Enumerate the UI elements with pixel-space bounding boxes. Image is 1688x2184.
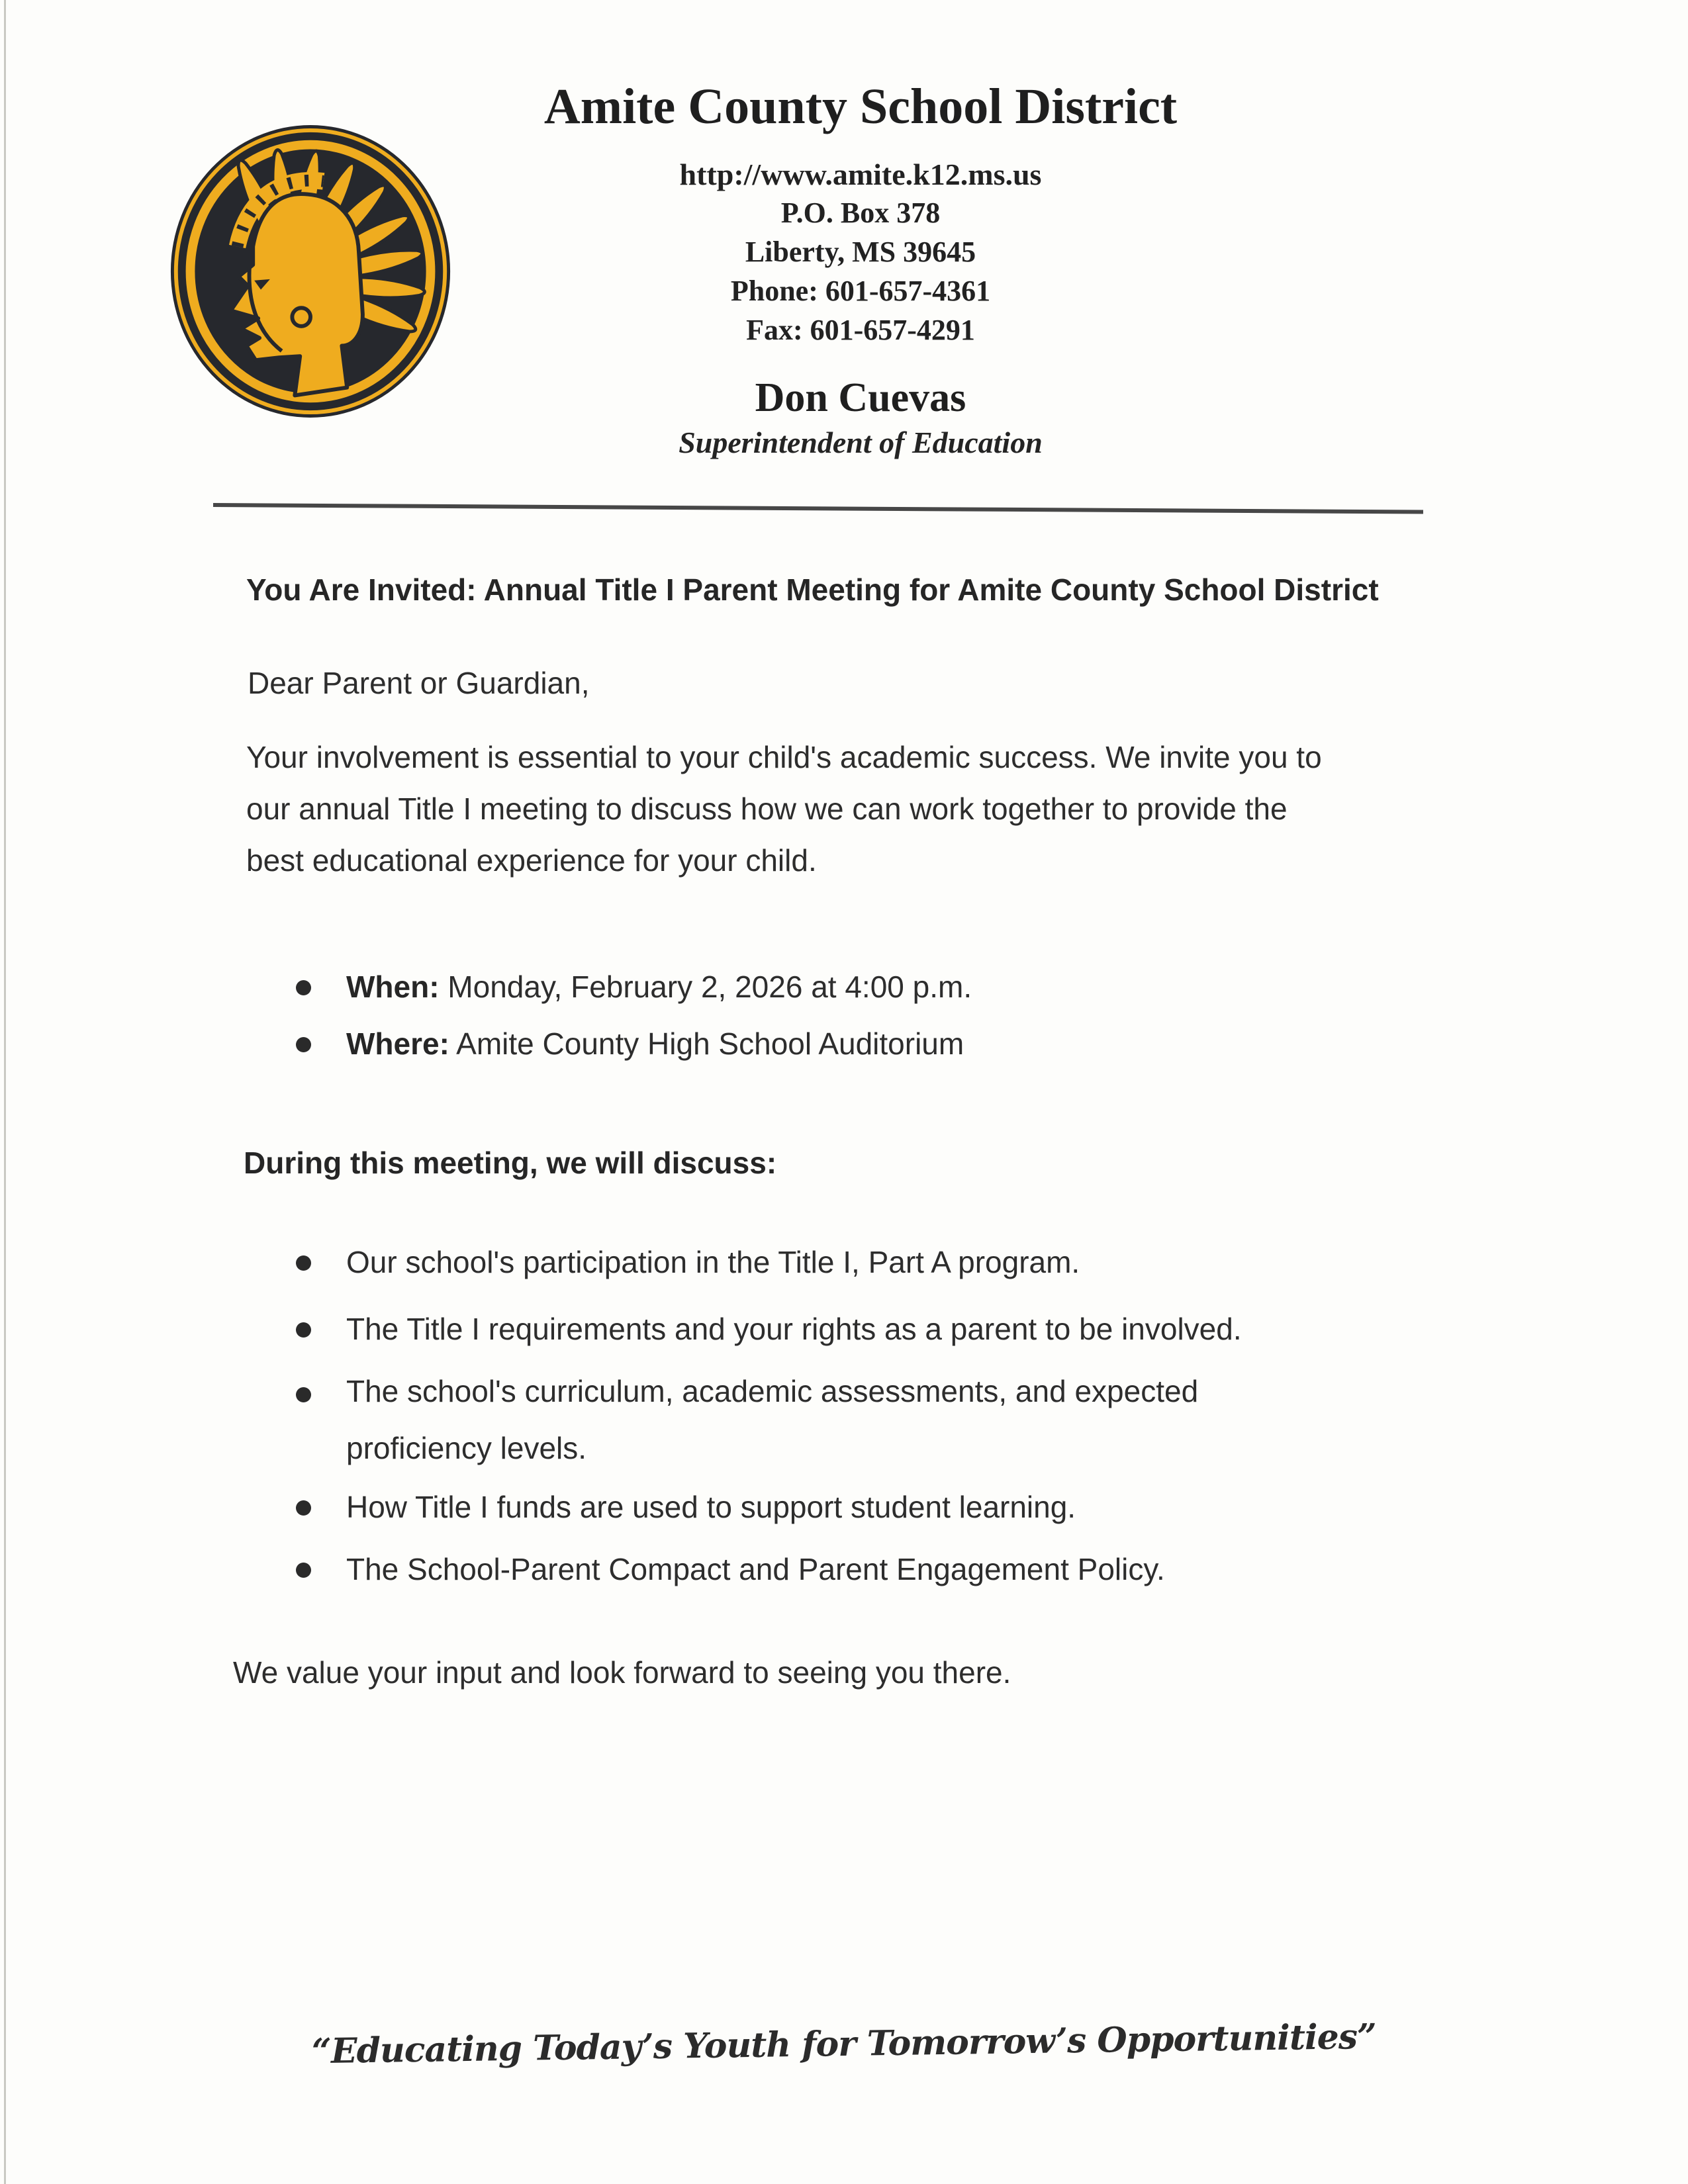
district-website: http://www.amite.k12.ms.us	[679, 158, 1042, 191]
discussion-heading: During this meeting, we will discuss:	[244, 1146, 777, 1180]
when-text: Monday, February 2, 2026 at 4:00 p.m.	[439, 970, 972, 1004]
where-label: Where:	[346, 1026, 449, 1061]
discussion-line: How Title I funds are used to support student learning.	[346, 1490, 1076, 1524]
bullet-icon	[296, 1322, 311, 1338]
bullet-icon	[296, 1037, 311, 1052]
where-text: Amite County High School Auditorium	[449, 1026, 964, 1061]
intro-line-3: best educational experience for your child.	[246, 843, 817, 878]
superintendent-title: Superintendent of Education	[679, 426, 1043, 459]
superintendent-name: Don Cuevas	[755, 375, 966, 420]
discussion-line: The Title I requirements and your rights as a parent to be involved.	[346, 1312, 1242, 1346]
discussion-line: Our school's participation in the Title I, Part A program.	[346, 1245, 1080, 1279]
district-name: Amite County School District	[543, 79, 1178, 134]
discussion-line: The school's curriculum, academic assessments, and expected	[346, 1374, 1199, 1408]
intro-line-2: our annual Title I meeting to discuss how we can work together to provide the	[246, 792, 1288, 826]
district-phone: Phone: 601-657-4361	[730, 275, 991, 307]
discussion-line: proficiency levels.	[346, 1431, 587, 1465]
district-po-box: P.O. Box 378	[780, 197, 941, 229]
closing-line: We value your input and look forward to seeing you there.	[233, 1655, 1011, 1690]
bullet-icon	[296, 1255, 311, 1271]
discussion-line: The School-Parent Compact and Parent Engagement Policy.	[346, 1552, 1165, 1586]
district-fax: Fax: 601-657-4291	[746, 314, 975, 346]
bullet-icon	[296, 980, 311, 995]
scan-edge-line	[4, 0, 6, 2184]
bullet-icon	[296, 1500, 311, 1516]
when-label: When:	[346, 970, 440, 1004]
intro-paragraph	[246, 731, 1451, 886]
bullet-icon	[296, 1563, 311, 1578]
bullet-icon	[296, 1387, 311, 1402]
district-city-state-zip: Liberty, MS 39645	[745, 236, 976, 268]
header-divider	[213, 503, 1423, 514]
salutation: Dear Parent or Guardian,	[248, 666, 590, 700]
intro-line-1: Your involvement is essential to your child's academic success. We invite you to	[246, 740, 1322, 774]
district-motto: “Educating Today’s Youth for Tomorrow’s Opportunities”	[311, 2016, 1377, 2072]
subject-line: You Are Invited: Annual Title I Parent Meeting for Amite County School District	[246, 572, 1379, 607]
